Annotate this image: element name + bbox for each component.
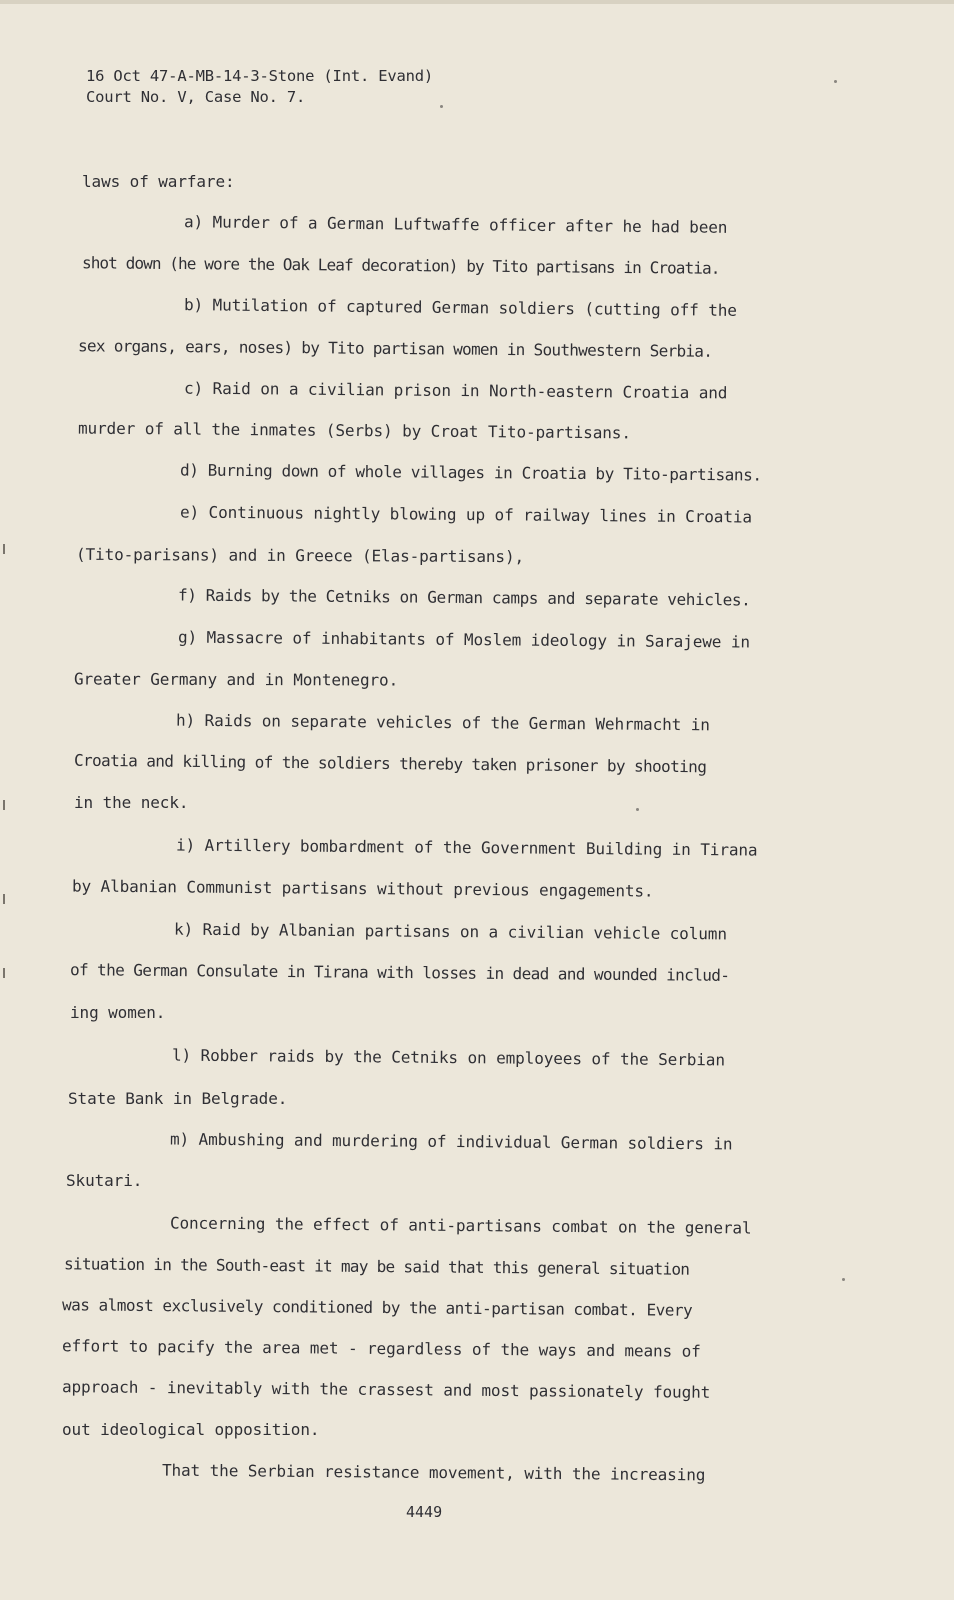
text-line: approach - inevitably with the crassest and most passionately fought	[61, 1377, 711, 1402]
list-item-f: f) Raids by the Cetniks on German camps and separate vehicles.	[177, 585, 751, 610]
text-line: State Bank in Belgrade.	[68, 1089, 288, 1108]
text-line: in the neck.	[74, 793, 189, 812]
text-line: ing women.	[70, 1003, 166, 1022]
text-line: (Tito-parisans) and in Greece (Elas-partisans),	[75, 544, 525, 567]
paper-speck	[834, 80, 837, 83]
list-item-d: d) Burning down of whole villages in Croatia by Tito-partisans.	[179, 460, 762, 485]
text-line: Croatia and killing of the soldiers thereby taken prisoner by shooting	[73, 750, 707, 777]
list-item-h: h) Raids on separate vehicles of the German Wehrmacht in	[175, 710, 710, 735]
paper-speck	[842, 1278, 845, 1281]
paper-speck	[440, 105, 443, 108]
text-line: out ideological opposition.	[62, 1420, 320, 1439]
list-item-a: a) Murder of a German Luftwaffe officer after he had been	[183, 212, 728, 237]
text-line: of the German Consulate in Tirana with losses in dead and wounded includ-	[69, 960, 730, 985]
edge-mark	[3, 968, 9, 978]
edge-mark	[3, 894, 9, 904]
text-line: laws of warfare:	[82, 172, 235, 191]
paragraph-line: Concerning the effect of anti-partisans combat on the general	[169, 1213, 752, 1238]
list-item-b: b) Mutilation of captured German soldiers (cutting off the	[183, 295, 737, 320]
edge-mark	[3, 544, 9, 554]
edge-mark	[3, 800, 9, 810]
list-item-i: i) Artillery bombardment of the Government Building in Tirana	[175, 835, 758, 860]
list-item-c: c) Raid on a civilian prison in North-eastern Croatia and	[183, 378, 728, 403]
list-item-k: k) Raid by Albanian partisans on a civilian vehicle column	[173, 919, 727, 944]
text-line: was almost exclusively conditioned by the anti-partisan combat. Every	[61, 1295, 693, 1320]
paper-speck	[636, 808, 639, 811]
header-reference: 16 Oct 47-A-MB-14-3-Stone (Int. Evand)	[86, 67, 434, 85]
text-line: sex organs, ears, noses) by Tito partisan women in Southwestern Serbia.	[77, 336, 713, 361]
paragraph-line: That the Serbian resistance movement, with the increasing	[161, 1460, 706, 1485]
text-line: Greater Germany and in Montenegro.	[73, 669, 399, 690]
list-item-g: g) Massacre of inhabitants of Moslem ideology in Sarajewe in	[177, 627, 751, 652]
text-line: by Albanian Communist partisans without previous engagements.	[71, 876, 654, 901]
header-court-case: Court No. V, Case No. 7.	[86, 88, 306, 106]
page-top-edge	[0, 0, 954, 4]
text-line: shot down (he wore the Oak Leaf decoration) by Tito partisans in Croatia.	[81, 253, 720, 278]
list-item-m: m) Ambushing and murdering of individual German soldiers in	[169, 1129, 733, 1154]
list-item-e: e) Continuous nightly blowing up of railway lines in Croatia	[179, 502, 753, 527]
text-line: Skutari.	[66, 1171, 143, 1190]
text-line: situation in the South-east it may be said that this general situation	[63, 1254, 690, 1279]
text-line: murder of all the inmates (Serbs) by Croat Tito-partisans.	[77, 418, 631, 443]
text-line: effort to pacify the area met - regardless of the ways and means of	[61, 1336, 701, 1361]
list-item-l: l) Robber raids by the Cetniks on employees of the Serbian	[171, 1045, 725, 1070]
page-number: 4449	[406, 1503, 443, 1521]
document-header	[86, 66, 786, 108]
